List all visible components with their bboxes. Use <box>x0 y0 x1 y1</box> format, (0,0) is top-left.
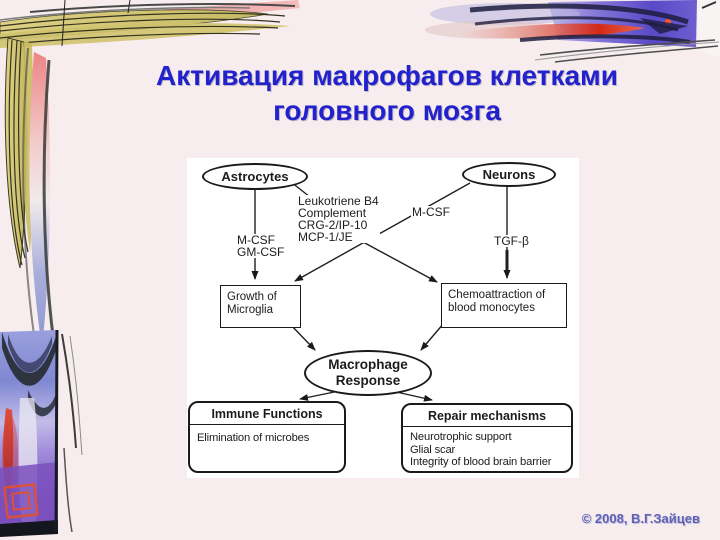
box-immune-functions <box>188 401 346 473</box>
box-repair-mechanisms-title: Repair mechanisms <box>427 409 547 423</box>
node-growth-of-microglia: Growth of Microglia <box>220 285 301 328</box>
slide-title-line2: головного мозга <box>273 95 501 126</box>
box-immune-functions-title: Immune Functions <box>211 407 323 421</box>
repair-item: Integrity of blood brain barrier <box>410 456 552 468</box>
edge-label-astrocytes-factors: M-CSF GM-CSF <box>237 233 285 259</box>
node-astrocytes <box>202 163 308 190</box>
deco-top-right-brushstrokes <box>425 0 720 62</box>
edge-label-tgf-beta: TGF-β <box>494 234 529 248</box>
slide-title <box>62 58 712 128</box>
box-repair-mechanisms <box>401 403 573 473</box>
repair-item: Glial scar <box>410 443 456 456</box>
slide-title-line1: Активация макрофагов клетками <box>156 60 618 91</box>
deco-top-left-brushstrokes <box>0 0 300 48</box>
immune-item: Elimination of microbes <box>197 432 310 444</box>
node-chemoattraction: Chemoattraction of blood monocytes <box>441 283 567 328</box>
deco-bottom-left-panel <box>0 330 82 537</box>
node-neurons-label: Neurons <box>482 167 536 182</box>
copyright-notice: © 2008, В.Г.Зайцев <box>581 511 700 526</box>
diagram-panel <box>187 158 579 478</box>
repair-item: Neurotrophic support <box>410 431 512 443</box>
deco-left-brushstrokes <box>5 38 54 348</box>
edge-label-chemoattractant-factors: Leukotriene B4 Complement CRG-2/IP-10 MCP-1/JE <box>298 194 379 244</box>
edge-label-neurons-mcsf: M-CSF <box>412 205 450 219</box>
node-macrophage-response: Macrophage Response <box>304 350 432 396</box>
node-astrocytes-label: Astrocytes <box>221 169 289 184</box>
node-neurons <box>462 162 556 187</box>
